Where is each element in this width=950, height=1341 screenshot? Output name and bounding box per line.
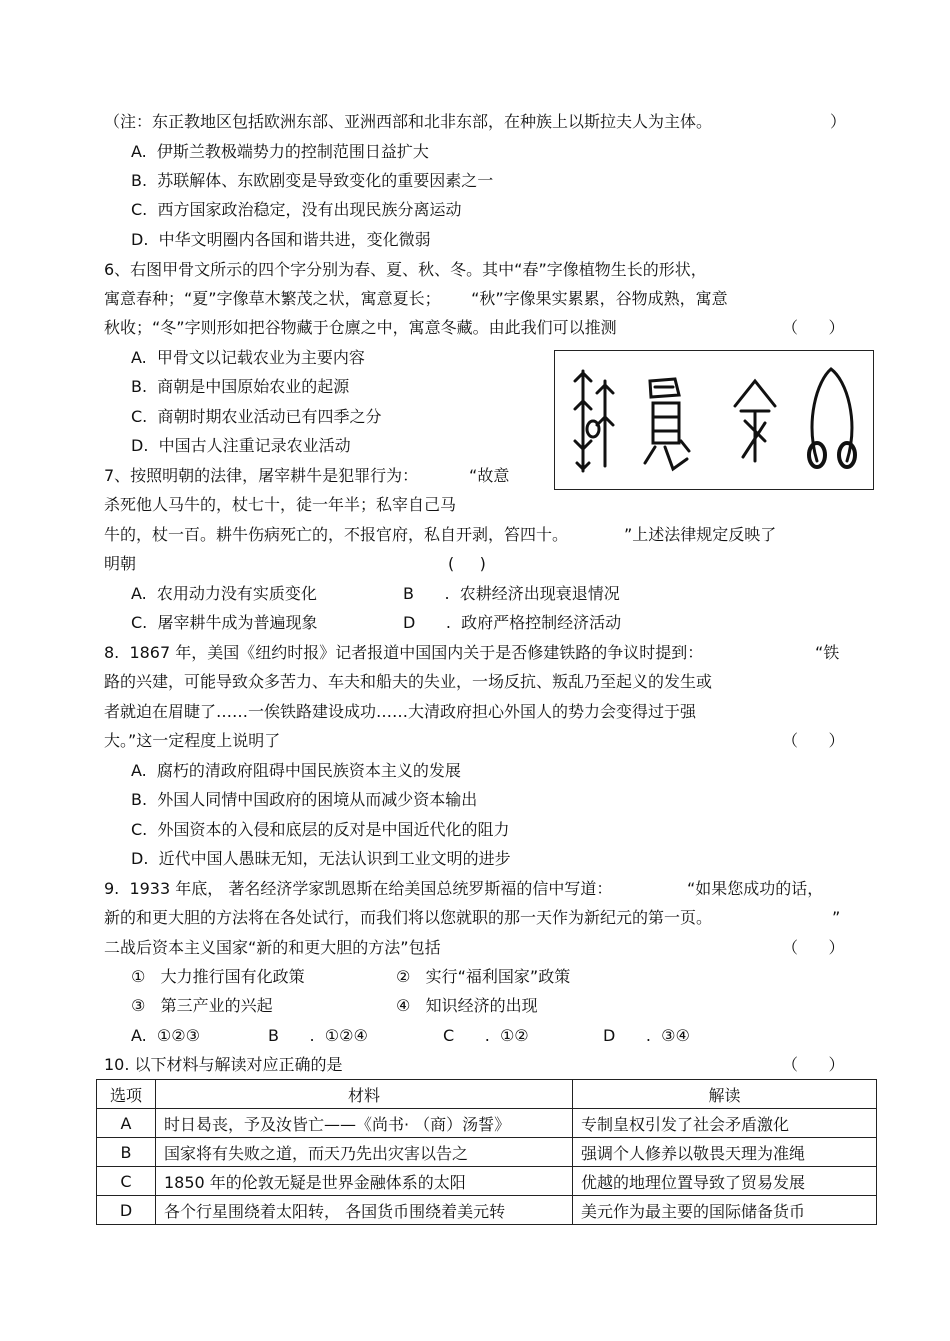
option-text: 政府严格控制经济活动	[461, 613, 622, 632]
q10-stem: 10. 以下材料与解读对应正确的是	[104, 1055, 343, 1074]
row-interpretation: 美元作为最主要的国际储备货币	[573, 1196, 877, 1225]
q7-option-a	[131, 584, 317, 604]
q5-note: （注：东正教地区包括欧洲东部、亚洲西部和北非东部，在种族上以斯拉夫人为主体。	[104, 112, 713, 131]
q9-item-2	[396, 967, 570, 987]
item-text: 实行“福利国家”政策	[425, 967, 571, 986]
row-option: C	[97, 1167, 156, 1196]
option-text: 商朝是中国原始农业的起源	[157, 377, 350, 396]
option-text: 屠宰耕牛成为普遍现象	[157, 613, 318, 632]
q8-option-b	[131, 790, 477, 810]
option-letter: B.	[131, 377, 148, 396]
option-text: 腐朽的清政府阻碍中国民族资本主义的发展	[156, 761, 461, 780]
header-interpretation: 解读	[573, 1080, 877, 1109]
q9-choice-c: C . ①②	[443, 1026, 529, 1045]
option-letter: C.	[131, 407, 148, 426]
q6-stem-line3: 秋收；“冬”字则形如把谷物藏于仓廪之中，寓意冬藏。由此我们可以推测	[104, 318, 617, 337]
q8-answer-paren: （ ）	[782, 731, 845, 750]
q7-option-b	[403, 584, 620, 604]
option-letter: A.	[131, 142, 147, 161]
table-row	[97, 1138, 877, 1167]
q9-item-4	[396, 996, 538, 1016]
q9-choice-b: B . ①②④	[268, 1026, 368, 1045]
q8-option-c	[131, 820, 509, 840]
row-option: B	[97, 1138, 156, 1167]
q9-answer-paren: （ ）	[782, 938, 845, 957]
option-text: 伊斯兰教极端势力的控制范围日益扩大	[156, 142, 429, 161]
q9-choice-d: D . ③④	[603, 1026, 690, 1045]
option-letter: C.	[131, 613, 148, 632]
q7-stem-line4: 明朝	[104, 554, 137, 573]
q7-stem-line3: 牛的，杖一百。耕牛伤病死亡的，不报官府，私自开剥，笞四十。 ”上述法律规定反映了	[104, 525, 777, 544]
q5-option-b	[131, 171, 493, 191]
header-material: 材料	[156, 1080, 573, 1109]
row-interpretation: 优越的地理位置导致了贸易发展	[573, 1167, 877, 1196]
q8-stem-line2: 路的兴建，可能导致众多苦力、车夫和船夫的失业，一场反抗、叛乱乃至起义的发生或	[104, 672, 713, 691]
q5-option-d	[131, 230, 431, 250]
q7-stem-line1: 7、按照明朝的法律，屠宰耕牛是犯罪行为： “故意	[104, 466, 510, 485]
option-text: 农耕经济出现衰退情况	[459, 584, 620, 603]
q7-stem-line2: 杀死他人马牛的，杖七十，徒一年半；私宰自己马	[104, 495, 457, 514]
q8-option-d	[131, 849, 511, 869]
option-text: 苏联解体、东欧剧变是导致变化的重要因素之一	[157, 171, 494, 190]
q7-answer-paren: ( )	[448, 554, 486, 573]
table-row	[97, 1109, 877, 1138]
q5-answer-paren: ）	[830, 112, 847, 131]
option-text: 外国资本的入侵和底层的反对是中国近代化的阻力	[157, 820, 510, 839]
item-text: 第三产业的兴起	[160, 996, 273, 1015]
option-letter: B.	[131, 171, 148, 190]
item-text: 大力推行国有化政策	[160, 967, 305, 986]
q10-table	[96, 1079, 877, 1225]
option-text: 商朝时期农业活动已有四季之分	[157, 407, 382, 426]
oracle-bone-glyphs-icon	[555, 351, 872, 488]
item-number: ④	[396, 996, 411, 1015]
option-letter: B.	[131, 790, 148, 809]
q6-option-b	[131, 377, 349, 397]
q6-option-d	[131, 436, 351, 456]
q6-stem-line1: 6、右图甲骨文所示的四个字分别为春、夏、秋、冬。其中“春”字像植物生长的形状，	[104, 260, 707, 279]
option-text: 外国人同情中国政府的困境从而减少资本输出	[157, 790, 478, 809]
q5-option-a	[131, 142, 429, 162]
q9-stem-line2: 新的和更大胆的方法将在各处试行，而我们将以您就职的那一天作为新纪元的第一页。	[104, 908, 713, 927]
row-material: 时日曷丧，予及汝皆亡——《尚书· （商）汤誓》	[156, 1109, 573, 1138]
option-letter: D.	[131, 230, 149, 249]
option-text: 中国古人注重记录农业活动	[158, 436, 351, 455]
q9-stem-line1: 9. 1933 年底， 著名经济学家凯恩斯在给美国总统罗斯福的信中写道：	[104, 879, 613, 898]
option-letter: A.	[131, 761, 147, 780]
row-option: D	[97, 1196, 156, 1225]
q9-item-3	[131, 996, 273, 1016]
q9-stem-line3: 二战后资本主义国家“新的和更大胆的方法”包括	[104, 938, 441, 957]
q7-option-d	[403, 613, 621, 633]
table-row	[97, 1196, 877, 1225]
option-text: 农用动力没有实质变化	[156, 584, 317, 603]
option-text: 中华文明圈内各国和谐共进，变化微弱	[158, 230, 431, 249]
item-text: 知识经济的出现	[425, 996, 538, 1015]
q6-stem-line2: 寓意春种；“夏”字像草木繁茂之状，寓意夏长； “秋”字像果实累累，谷物成熟，寓意	[104, 289, 728, 308]
q6-answer-paren: （ ）	[782, 318, 845, 337]
q8-option-a	[131, 761, 461, 781]
q6-option-a	[131, 348, 365, 368]
item-number: ①	[131, 967, 146, 986]
q8-stem-line1-quote: “铁	[815, 643, 840, 662]
table-header-row	[97, 1080, 877, 1109]
table-row	[97, 1167, 877, 1196]
option-letter: D.	[131, 849, 149, 868]
option-text: 甲骨文以记载农业为主要内容	[156, 348, 365, 367]
option-letter: B .	[403, 584, 450, 603]
q9-stem-quote: “如果您成功的话，	[687, 879, 824, 898]
q9-item-1	[131, 967, 305, 987]
oracle-bone-figure	[554, 350, 874, 490]
q5-option-c	[131, 200, 461, 220]
row-interpretation: 专制皇权引发了社会矛盾激化	[573, 1109, 877, 1138]
option-letter: D.	[131, 436, 149, 455]
row-interpretation: 强调个人修养以敬畏天理为准绳	[573, 1138, 877, 1167]
option-letter: C.	[131, 820, 148, 839]
option-letter: D .	[403, 613, 451, 632]
q7-option-c	[131, 613, 317, 633]
q6-option-c	[131, 407, 381, 427]
q8-stem-line3: 者就迫在眉睫了……一俟铁路建设成功……大清政府担心外国人的势力会变得过于强	[104, 702, 697, 721]
item-number: ②	[396, 967, 411, 986]
option-text: 近代中国人愚昧无知，无法认识到工业文明的进步	[158, 849, 511, 868]
row-material: 各个行星围绕着太阳转， 各国货币围绕着美元转	[156, 1196, 573, 1225]
row-option: A	[97, 1109, 156, 1138]
q8-stem-line4: 大。”这一定程度上说明了	[104, 731, 281, 750]
q10-answer-paren: （ ）	[782, 1055, 845, 1074]
option-text: 西方国家政治稳定，没有出现民族分离运动	[157, 200, 462, 219]
option-letter: C.	[131, 200, 148, 219]
row-material: 1850 年的伦敦无疑是世界金融体系的太阳	[156, 1167, 573, 1196]
q8-stem-line1: 8. 1867 年，美国《纽约时报》记者报道中国国内关于是否修建铁路的争议时提到：	[104, 643, 704, 662]
option-letter: A.	[131, 348, 147, 367]
option-letter: A.	[131, 584, 147, 603]
q9-stem-quote-end: ”	[832, 908, 841, 927]
header-option: 选项	[97, 1080, 156, 1109]
row-material: 国家将有失败之道，而天乃先出灾害以告之	[156, 1138, 573, 1167]
item-number: ③	[131, 996, 146, 1015]
q9-choice-a: A. ①②③	[131, 1026, 200, 1045]
